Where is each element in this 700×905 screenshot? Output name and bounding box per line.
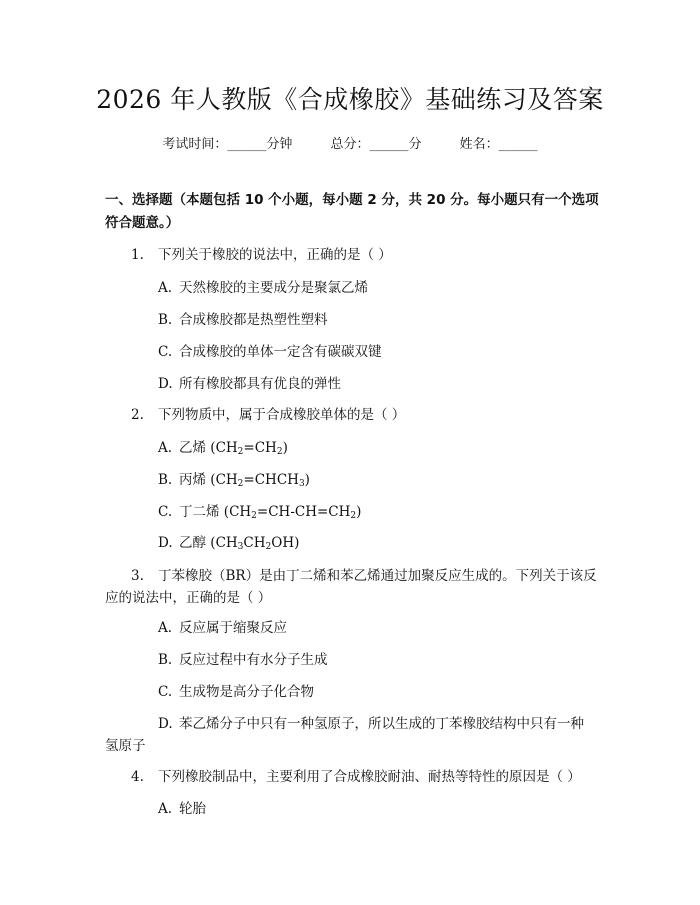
option-text: 生成物是高分子化合物 xyxy=(179,684,314,700)
option-letter: A. xyxy=(158,440,173,456)
q2-option-d[interactable]: D. 乙醇 $(CH_3CH_2OH)$ xyxy=(158,535,300,552)
formula: $CH_2=CH-CH=CH_2$ xyxy=(229,504,357,521)
q2-option-b[interactable]: B. 丙烯 $(CH_2=CHCH_3)$ xyxy=(158,472,310,489)
option-letter: C. xyxy=(158,684,173,700)
option-letter: A. xyxy=(158,620,173,636)
option-name: 乙醇 xyxy=(179,535,206,551)
option-text: 轮胎 xyxy=(179,801,206,817)
option-text: 苯乙烯分子中只有一种氢原子，所以生成的丁苯橡胶结构中只有一种 xyxy=(179,716,584,732)
question-number: 1. xyxy=(131,247,144,263)
q2-option-a[interactable]: A. 乙烯 $(CH_2=CH_2)$ xyxy=(158,440,288,457)
option-letter: B. xyxy=(158,652,173,668)
option-text: 合成橡胶的单体一定含有碳碳双键 xyxy=(179,344,382,360)
q3-option-d-continued: 氢原子 xyxy=(105,738,146,754)
exam-info-line xyxy=(0,133,700,152)
option-text: 所有橡胶都具有优良的弹性 xyxy=(179,376,341,392)
question-number: 3. xyxy=(131,568,144,584)
option-letter: D. xyxy=(158,716,173,732)
section-heading: 一、选择题（本题包括 10 个小题，每小题 2 分，共 20 分。每小题只有一个选项符合题意。） xyxy=(105,192,599,231)
option-text: 天然橡胶的主要成分是聚氯乙烯 xyxy=(179,280,368,296)
q1-option-b[interactable] xyxy=(158,308,328,328)
option-letter: C. xyxy=(158,344,173,360)
q1-option-a[interactable] xyxy=(158,276,368,296)
option-letter: A. xyxy=(158,801,173,817)
question-3 xyxy=(131,564,597,584)
option-name: 乙烯 xyxy=(179,440,206,456)
option-name: 丙烯 xyxy=(179,472,206,488)
page-title: 2026 年人教版《合成橡胶》基础练习及答案 xyxy=(96,85,604,114)
q3-option-d[interactable] xyxy=(158,712,584,732)
q1-option-c[interactable] xyxy=(158,340,382,360)
question-4 xyxy=(131,765,581,785)
option-text: 合成橡胶都是热塑性塑料 xyxy=(179,312,328,328)
option-letter: B. xyxy=(158,472,173,488)
q4-option-a[interactable] xyxy=(158,797,206,817)
total-score-field: 总分：______分 xyxy=(330,137,422,152)
option-letter: D. xyxy=(158,376,173,392)
question-text: 下列物质中，属于合成橡胶单体的是（ ） xyxy=(158,407,406,423)
student-name-field: 姓名：______ xyxy=(459,137,538,152)
question-1 xyxy=(131,243,392,263)
formula: $CH_3CH_2OH$ xyxy=(215,535,295,552)
q3-option-a[interactable] xyxy=(158,616,287,636)
question-text: 下列橡胶制品中，主要利用了合成橡胶耐油、耐热等特性的原因是（ ） xyxy=(158,769,581,785)
formula: $CH_2=CH_2$ xyxy=(215,440,283,457)
formula: $CH_2=CHCH_3$ xyxy=(215,472,305,489)
question-3-continued: 应的说法中，正确的是（ ） xyxy=(105,590,272,606)
question-number: 4. xyxy=(131,769,144,785)
option-text: 反应属于缩聚反应 xyxy=(179,620,287,636)
option-letter: A. xyxy=(158,280,173,296)
question-number: 2. xyxy=(131,407,144,423)
option-text: 反应过程中有水分子生成 xyxy=(179,652,328,668)
question-2 xyxy=(131,403,405,423)
exam-time-field: 考试时间：______分钟 xyxy=(162,137,293,152)
option-letter: B. xyxy=(158,312,173,328)
q2-option-c[interactable]: C. 丁二烯 $(CH_2=CH-CH=CH_2)$ xyxy=(158,504,362,521)
question-text: 下列关于橡胶的说法中，正确的是（ ） xyxy=(158,247,392,263)
q1-option-d[interactable] xyxy=(158,372,341,392)
q3-option-c[interactable] xyxy=(158,680,314,700)
option-name: 丁二烯 xyxy=(179,504,220,520)
option-letter: C. xyxy=(158,504,173,520)
q3-option-b[interactable] xyxy=(158,648,328,668)
question-text: 丁苯橡胶（BR）是由丁二烯和苯乙烯通过加聚反应生成的。下列关于该反 xyxy=(158,568,597,584)
option-letter: D. xyxy=(158,535,173,551)
